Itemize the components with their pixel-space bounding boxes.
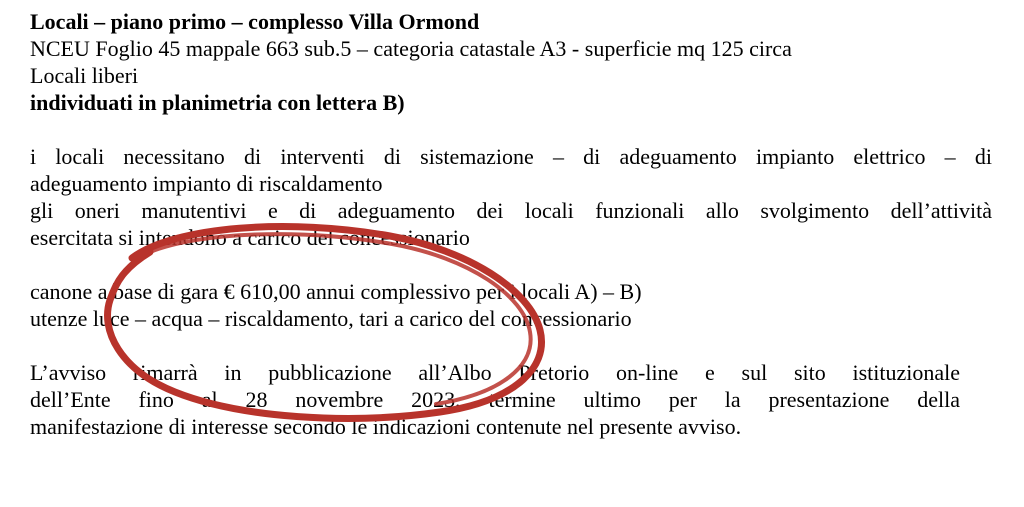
paragraph-spacer	[30, 116, 995, 143]
cadastre-line: NCEU Foglio 45 mappale 663 sub.5 – categoria catastale A3 - superficie mq 125 circa	[30, 36, 792, 61]
identified-line: individuati in planimetria con lettera B)	[30, 90, 405, 115]
paragraph-works-line-1: i locali necessitano di interventi di sistemazione – di adeguamento impianto elettrico – di	[30, 144, 992, 169]
paragraph-works-line-4: esercitata si intendono a carico del concessionario	[30, 225, 470, 250]
fee-line: canone a base di gara € 610,00 annui complessivo per i locali A) – B)	[30, 279, 642, 304]
paragraph-notice	[30, 359, 995, 440]
status-line: Locali liberi	[30, 63, 139, 88]
notice-line-3: manifestazione di interesse secondo le indicazioni contenute nel presente avviso.	[30, 414, 742, 439]
notice-line-1: L’avviso rimarrà in pubblicazione all’Albo Pretorio on-line e sul sito istituzionale	[30, 360, 960, 385]
paragraph-works	[30, 143, 995, 251]
paragraph-fee	[30, 278, 995, 332]
paragraph-spacer	[30, 332, 995, 359]
notice-line-2: dell’Ente fino al 28 novembre 2023, termine ultimo per la presentazione della	[30, 387, 960, 412]
paragraph-spacer	[30, 251, 995, 278]
document-page	[30, 8, 995, 440]
section-heading: Locali – piano primo – complesso Villa Ormond	[30, 9, 480, 34]
paragraph-works-line-2: adeguamento impianto di riscaldamento	[30, 171, 383, 196]
paragraph-works-line-3: gli oneri manutentivi e di adeguamento dei locali funzionali allo svolgimento dell’attività	[30, 198, 992, 223]
utilities-line: utenze luce – acqua – riscaldamento, tari a carico del concessionario	[30, 306, 632, 331]
